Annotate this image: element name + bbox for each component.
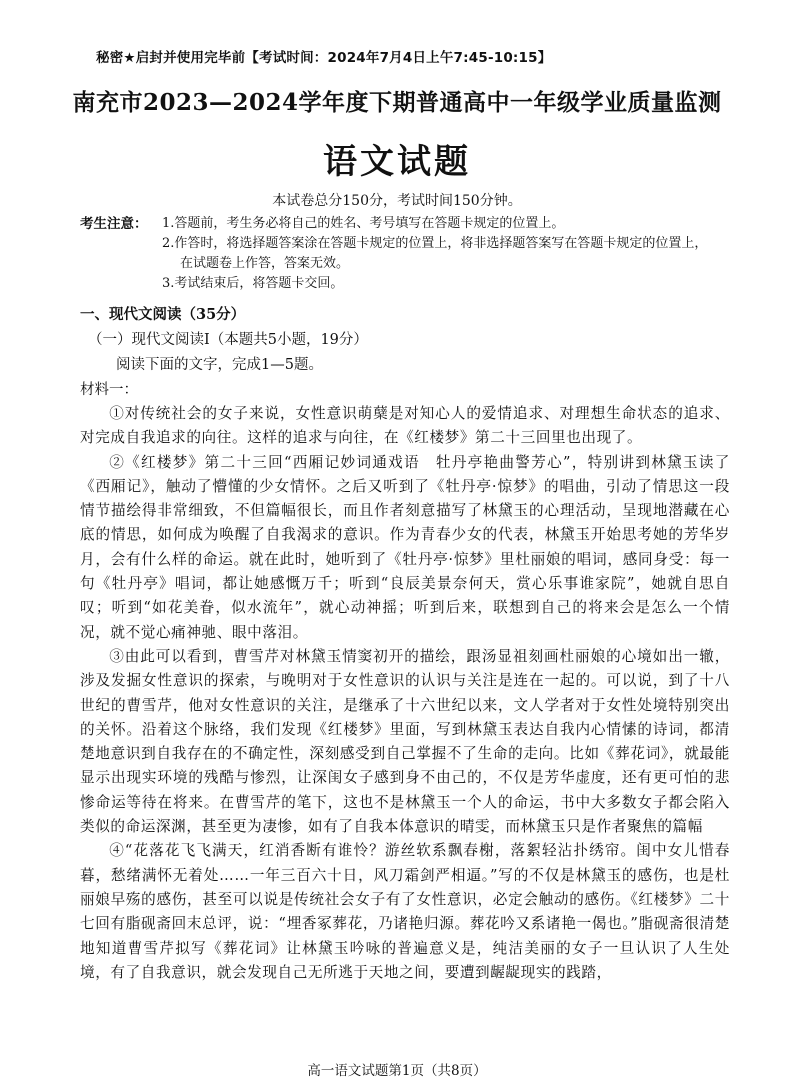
reading-instruction: 阅读下面的文字，完成1—5题。 (116, 357, 323, 373)
exam-title: 南充市2023—2024学年度下期普通高中一年级学业质量监测 (72, 89, 722, 116)
subsection-heading: （一）现代文阅读Ⅰ（本题共5小题，19分） (88, 332, 368, 348)
reading-passage (80, 402, 730, 985)
paragraph-1: ①对传统社会的女子来说，女性意识萌蘖是对知心人的爱情追求、对理想生命状态的追求、对完成自我追求的向往。这样的追求与向往，在《红楼梦》第二十三回里也出现了。 (80, 405, 730, 447)
notice-item-3: 3.考试结束后，将答题卡交回。 (162, 276, 344, 291)
material-label: 材料一： (80, 382, 138, 398)
paragraph-2: ②《红楼梦》第二十三回“西厢记妙词通戏语 牡丹亭艳曲警芳心”，特别讲到林黛玉读了《西厢记》，触动了懵懂的少女情怀。之后又听到了《牡丹亭·惊梦》的唱曲，引动了情思这一段情节描绘得非常细致，不但篇幅很长，而且作者刻意描写了林黛玉的心理活动，呈现地潜藏在心底的情思，如何成为唤醒了自我渴求的意识。作为青春少女的代表，林黛玉开始思考她的芳华岁月，会有什么样的命运。就在此时，她听到了《牡丹亭·惊梦》里杜丽娘的唱词，感同身受：每一句《牡丹亭》唱词，都让她感慨万千；听到“良辰美景奈何天，赏心乐事谁家院”，她就自思自叹；听到“如花美眷，似水流年”，就心动神摇；听到后来，联想到自己的将来会是怎么一个情况，就不觉心痛神驰、眼中落泪。 (80, 453, 730, 641)
confidential-notice: 秘密★启封并使用完毕前【考试时间：2024年7月4日上午7:45-10:15】 (96, 50, 552, 66)
paragraph-3: ③由此可以看到，曹雪芹对林黛玉情窦初开的描绘，跟汤显祖刻画杜丽娘的心境如出一辙，涉及发掘女性意识的探索，与晚明对于女性意识的认识与关注是连在一起的。可以说，到了十八世纪的曹雪芹，他对女性意识的关注，是继承了十六世纪以来，文人学者对于女性处境特别突出的关怀。沿着这个脉络，我们发现《红楼梦》里面，写到林黛玉表达自我内心情愫的诗词，都清楚地意识到自我存在的不确定性，深刻感受到自己掌握不了生命的走向。比如《葬花词》，就最能显示出现实环境的残酷与惨烈，让深闺女子感到身不由己的，不仅是芳华虚度，还有更可怕的悲惨命运等待在将来。在曹雪芹的笔下，这也不是林黛玉一个人的命运，书中大多数女子都会陷入类似的命运深渊，甚至更为凄惨，如有了自我本体意识的晴雯，而林黛玉只是作者聚焦的篇幅 (80, 647, 730, 836)
page-footer: 高一语文试题第1页（共8页） (307, 1063, 487, 1079)
notice-item-2-continued: 在试题卷上作答，答案无效。 (180, 256, 350, 271)
notice-heading: 考生注意： (80, 216, 148, 232)
notice-item-1: 1.答题前，考生务必将自己的姓名、考号填写在答题卡规定的位置上。 (162, 216, 565, 231)
notice-item-2: 2.作答时，将选择题答案涂在答题卡规定的位置上，将非选择题答案写在答题卡规定的位置上， (162, 236, 708, 251)
exam-info: 本试卷总分150分，考试时间150分钟。 (272, 193, 522, 209)
subject-title: 语文试题 (323, 142, 471, 182)
candidate-notice (80, 214, 730, 294)
section-heading: 一、现代文阅读（35分） (80, 306, 246, 323)
paragraph-4: ④“花落花飞飞满天，红消香断有谁怜？游丝软系飘春榭，落絮轻沾扑绣帘。闺中女儿惜春暮，愁绪满怀无着处……一年三百六十日，风刀霜剑严相逼。”写的不仅是林黛玉的感伤，也是杜丽娘早殇的感伤，甚至可以说是传统社会女子有了女性意识，必定会触动的感伤。《红楼梦》二十七回有脂砚斋回末总评，说：“埋香冢葬花，乃诸艳归源。葬花吟又系诸艳一偈也。”脂砚斋很清楚地知道曹雪芹拟写《葬花词》让林黛玉吟咏的普遍意义是，纯洁美丽的女子一旦认识了人生处境，有了自我意识，就会发现自己无所逃于天地之间，要遭到龌龊现实的践踏， (80, 842, 730, 981)
